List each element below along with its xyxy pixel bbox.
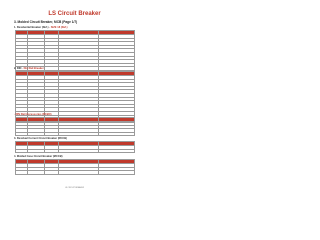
table-row [16, 171, 135, 175]
section-heading-1 [14, 26, 68, 29]
page-title: LS Circuit Breaker [48, 11, 101, 17]
table-row [16, 132, 135, 136]
section-heading-2b [14, 113, 52, 116]
table-din-accessories [15, 117, 135, 136]
section-label: 3. Residual Current Circuit Breaker (RCCB) [14, 137, 68, 140]
section-accent: - Din Rail Breaker [22, 67, 44, 70]
page-subtitle: 3. Molded Circuit Breaker, MCB (Page 1/7) [14, 20, 78, 24]
document-page [0, 0, 149, 198]
section-label: 2. DIN [14, 67, 22, 70]
table-row [16, 149, 135, 153]
section-accent: - SIZE 18 (Ref.) [49, 26, 68, 29]
section-label: 1. Residential Breaker (Ref.) [14, 26, 49, 29]
section-label: 4. Molded Case Circuit Breaker (MCCB) [14, 155, 63, 158]
section-accent: - DIN Rail Accessories (RCBO) [14, 113, 52, 116]
section-heading-2 [14, 67, 44, 70]
table-rccb [15, 141, 135, 153]
section-heading-3 [14, 137, 67, 140]
table-mccb [15, 159, 135, 175]
page-footer: LS CIRCUIT BREAKER [64, 187, 85, 189]
section-heading-4 [14, 155, 62, 158]
